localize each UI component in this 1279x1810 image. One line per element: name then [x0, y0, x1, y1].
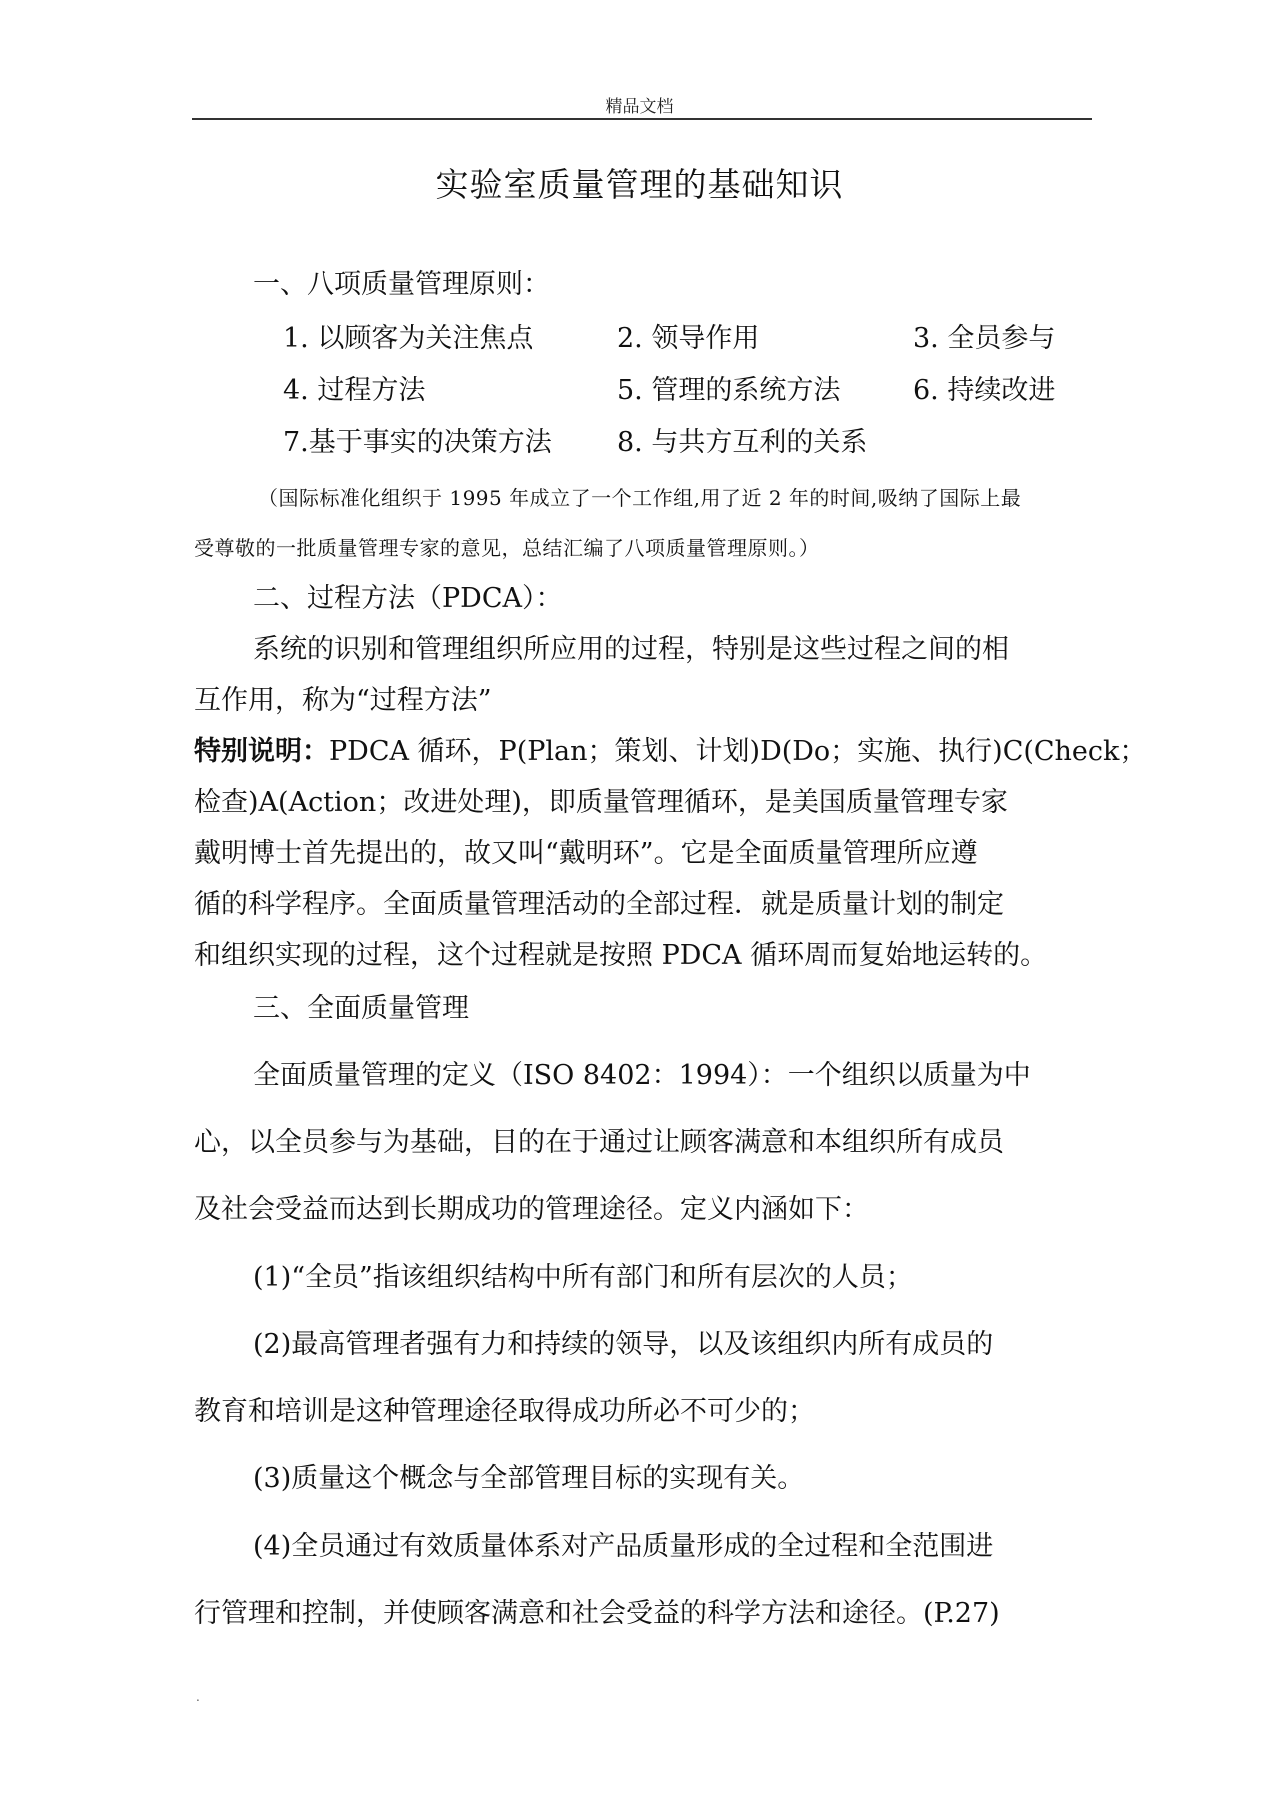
principle-7: 7.基于事实的决策方法	[283, 427, 552, 458]
principle-3: 3. 全员参与	[913, 323, 1056, 354]
definition-item3: (3)质量这个概念与全部管理目标的实现有关。	[253, 1463, 805, 1494]
special-note-line5: 和组织实现的过程，这个过程就是按照 PDCA 循环周而复始地运转的。	[194, 940, 1048, 971]
principle-4: 4. 过程方法	[283, 375, 426, 406]
definition-line3: 及社会受益而达到长期成功的管理途径。定义内涵如下：	[194, 1194, 869, 1225]
definition-line2: 心，以全员参与为基础，目的在于通过让顾客满意和本组织所有成员	[194, 1127, 1004, 1158]
definition-item4-line2: 行管理和控制，并使顾客满意和社会受益的科学方法和途径。(P.27)	[194, 1598, 1000, 1629]
definition-line1: 全面质量管理的定义（ISO 8402：1994）：一个组织以质量为中	[253, 1060, 1031, 1091]
page-header: 精品文档	[605, 97, 674, 117]
definition-item2-line2: 教育和培训是这种管理途径取得成功所必不可少的；	[194, 1396, 815, 1427]
section2-body-line1: 系统的识别和管理组织所应用的过程，特别是这些过程之间的相	[253, 634, 1009, 665]
section2-body-line2: 互作用，称为“过程方法”	[194, 685, 492, 716]
definition-item2-line1: (2)最高管理者强有力和持续的领导，以及该组织内所有成员的	[253, 1329, 994, 1360]
special-note-line1	[194, 735, 1146, 769]
section3-heading: 三、全面质量管理	[253, 993, 469, 1024]
special-note-label: 特别说明：	[194, 736, 329, 767]
principle-8: 8. 与共方互利的关系	[617, 427, 868, 458]
section1-note-line2: 受尊敬的一批质量管理专家的意见，总结汇编了八项质量管理原则。）	[194, 536, 820, 560]
section2-heading: 二、过程方法（PDCA）：	[253, 583, 563, 614]
principle-1: 1. 以顾客为关注焦点	[283, 323, 534, 354]
principle-2: 2. 领导作用	[617, 323, 760, 354]
section1-heading: 一、八项质量管理原则：	[253, 269, 550, 300]
document-title: 实验室质量管理的基础知识	[435, 165, 844, 204]
header-rule	[192, 118, 1092, 120]
definition-item1: (1)“全员”指该组织结构中所有部门和所有层次的人员；	[253, 1262, 913, 1293]
special-note-line3: 戴明博士首先提出的，故又叫“戴明环”。它是全面质量管理所应遵	[194, 838, 978, 869]
principle-5: 5. 管理的系统方法	[617, 375, 841, 406]
special-note-line4: 循的科学程序。全面质量管理活动的全部过程．就是质量计划的制定	[194, 889, 1004, 920]
footer-mark: .	[196, 1690, 200, 1704]
definition-item4-line1: (4)全员通过有效质量体系对产品质量形成的全过程和全范围进	[253, 1531, 994, 1562]
principle-6: 6. 持续改进	[913, 375, 1056, 406]
special-note-line2: 检查)A(Action；改进处理)，即质量管理循环，是美国质量管理专家	[194, 787, 1008, 818]
special-note-text: PDCA 循环，P(Plan；策划、计划)D(Do；实施、执行)C(Check；	[329, 736, 1147, 767]
section1-note-line1: （国际标准化组织于 1995 年成立了一个工作组,用了近 2 年的时间,吸纳了国际上最	[258, 486, 1022, 510]
